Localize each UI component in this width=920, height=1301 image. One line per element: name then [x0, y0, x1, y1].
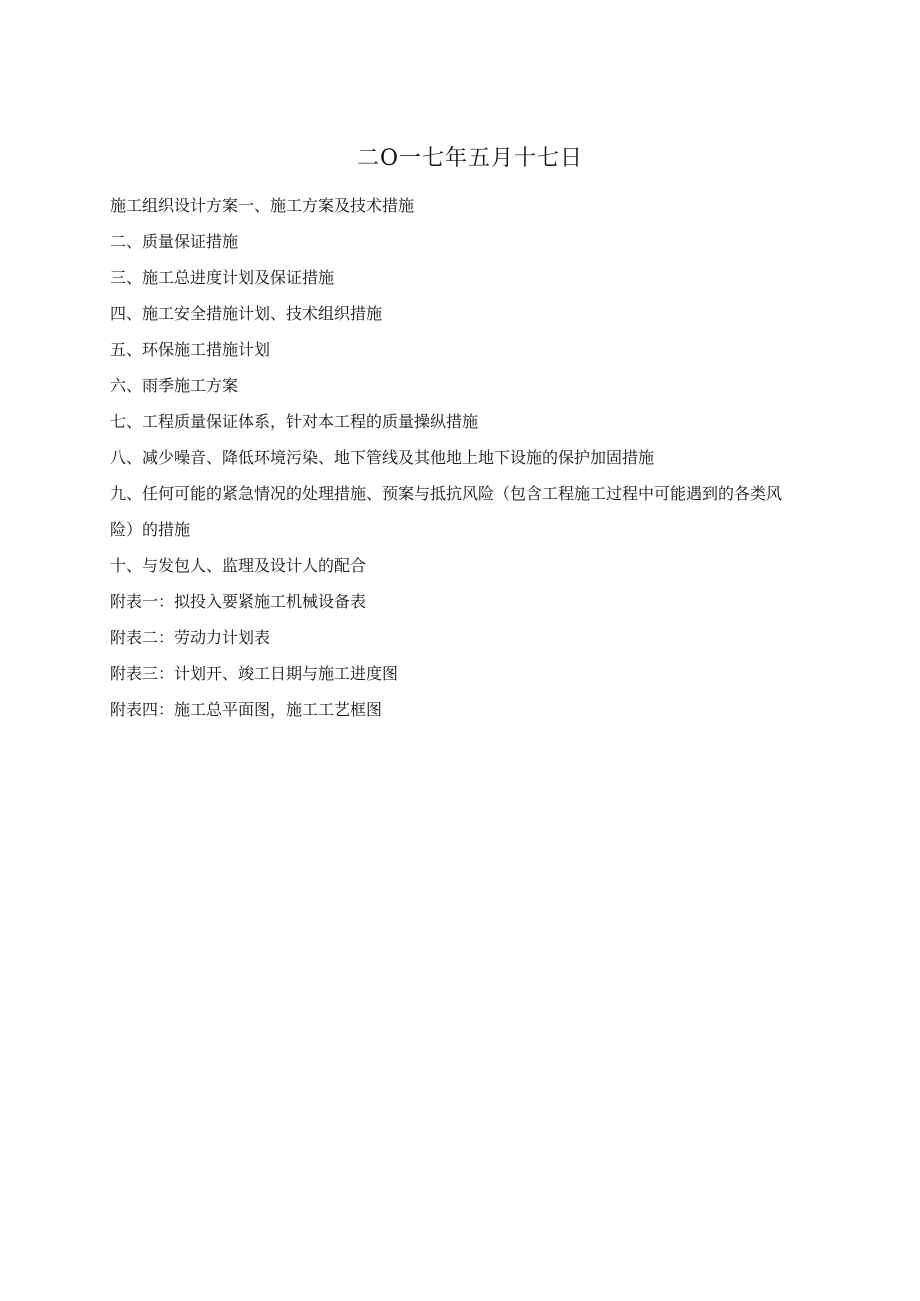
toc-item-5: 五、环保施工措施计划 [110, 340, 271, 359]
appendix-item-4: 附表四：施工总平面图，施工工艺框图 [110, 700, 383, 719]
toc-item-6: 六、雨季施工方案 [110, 376, 239, 395]
toc-item-4: 四、施工安全措施计划、技术组织措施 [110, 304, 383, 323]
toc-item-2: 二、质量保证措施 [110, 232, 239, 251]
appendix-item-1: 附表一：拟投入要紧施工机械设备表 [110, 592, 367, 611]
toc-item-1: 施工组织设计方案一、施工方案及技术措施 [110, 196, 415, 215]
appendix-item-2: 附表二：劳动力计划表 [110, 628, 271, 647]
toc-item-9-continued: 险）的措施 [110, 520, 191, 539]
appendix-item-3: 附表三：计划开、竣工日期与施工进度图 [110, 664, 399, 683]
toc-item-3: 三、施工总进度计划及保证措施 [110, 268, 335, 287]
toc-item-7: 七、工程质量保证体系，针对本工程的质量操纵措施 [110, 412, 479, 431]
table-of-contents [110, 188, 830, 728]
toc-item-9: 九、任何可能的紧急情况的处理措施、预案与抵抗风险（包含工程施工过程中可能遇到的各类风 [110, 484, 783, 503]
date-title: 二O一七年五月十七日 [356, 146, 584, 171]
toc-item-10: 十、与发包人、监理及设计人的配合 [110, 556, 367, 575]
toc-item-8: 八、减少噪音、降低环境污染、地下管线及其他地上地下设施的保护加固措施 [110, 448, 655, 467]
